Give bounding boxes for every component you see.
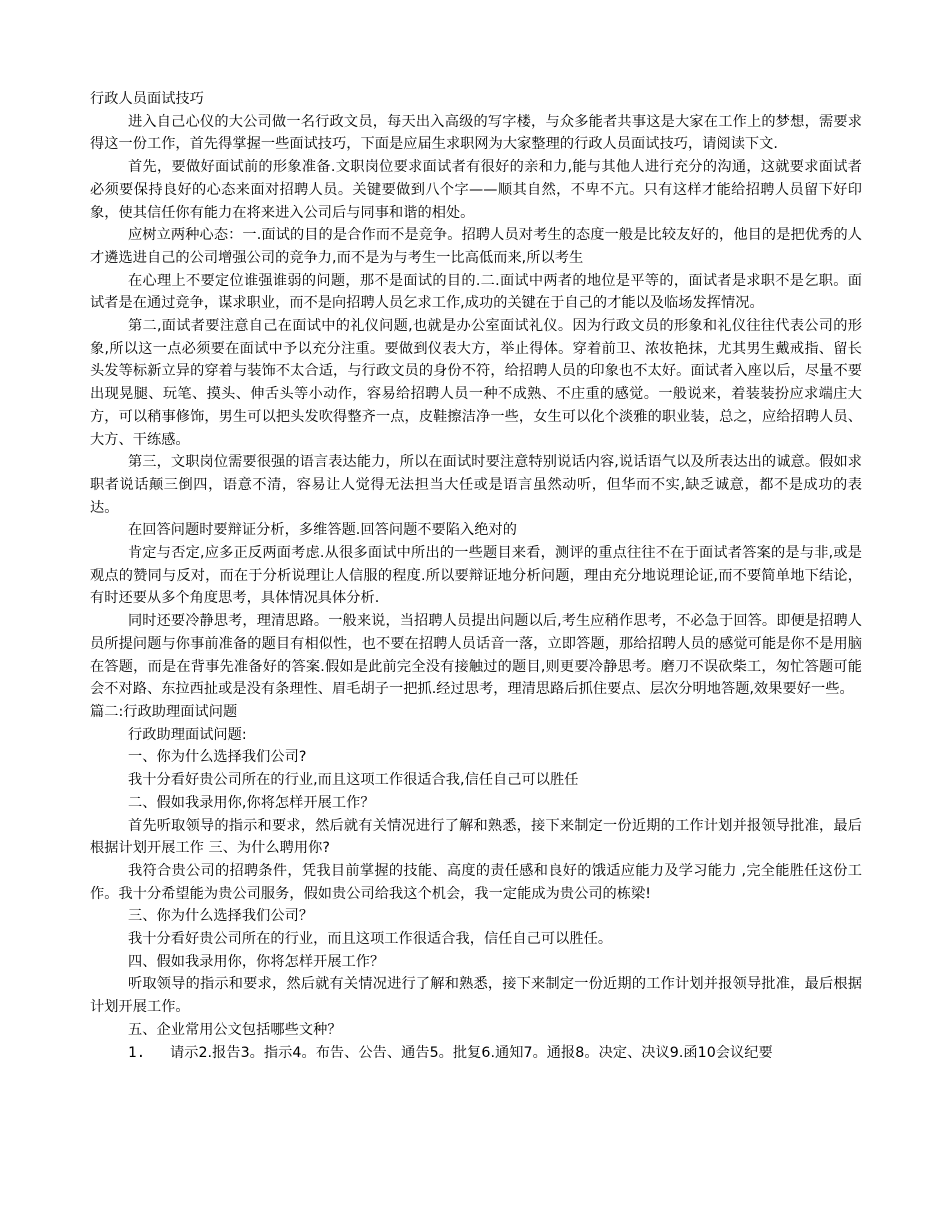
- question-heading: 二、假如我录用你,你将怎样开展工作？: [128, 794, 375, 811]
- paragraph: 同时还要冷静思考，理清思路。一般来说，当招聘人员提出问题以后,考生应稍作思考，不必急于回答。即便是招聘人员所提问题与你事前准备的题目有相似性，也不要在招聘人员话音一落，立即答题，那给招聘人员的感觉可能是你不是用脑在答题，而是在背事先准备好的答案.假如是此前完全没有接触过的题目,则更要冷静思考。磨刀不误砍柴工，匆忙答题可能会不对路、东拉西扯或是没有条理性、眉毛胡子一把抓.经过思考，理清思路后抓住要点、层次分明地答题,效果要好一些。: [90, 613, 862, 698]
- answer-paragraph: 听取领导的指示和要求，然后就有关情况进行了解和熟悉，接下来制定一份近期的工作计划并报领导批准，最后根据计划开展工作。: [90, 976, 862, 1016]
- paragraph: 第三，文职岗位需要很强的语言表达能力，所以在面试时要注意特别说话内容,说话语气以及所表达出的诚意。假如求职者说话颠三倒四，语意不清，容易让人觉得无法担当大任或是语言虽然动听，但华而不实,缺乏诚意，都不是成功的表达。: [90, 454, 862, 516]
- document-page: [90, 88, 862, 1064]
- paragraph: 在回答问题时要辩证分析，多维答题.回答问题不要陷入绝对的: [128, 522, 517, 539]
- numbered-list-item: [90, 1042, 862, 1065]
- section-heading: 篇二:行政助理面试问题: [90, 703, 238, 720]
- answer-paragraph: 首先听取领导的指示和要求，然后就有关情况进行了解和熟悉，接下来制定一份近期的工作计划并报领导批准，最后根据计划开展工作 三、为什么聘用你?: [90, 817, 862, 857]
- paragraph: 肯定与否定,应多正反两面考虑.从很多面试中所出的一些题目来看，测评的重点往往不在于面试者答案的是与非,或是观点的赞同与反对，而在于分析说理让人信服的程度.所以要辩证地分析问题，理由充分地说理论证,而不要简单地下结论，有时还要从多个角度思考，具体情况具体分析.: [90, 545, 862, 607]
- paragraph: 首先，要做好面试前的形象准备.文职岗位要求面试者有很好的亲和力,能与其他人进行充分的沟通，这就要求面试者必须要保持良好的心态来面对招聘人员。关键要做到八个字——顺其自然，不卑不亢。只有这样才能给招聘人员留下好印象，使其信任你有能力在将来进入公司后与同事和谐的相处。: [90, 159, 862, 221]
- list-item-text: 请示2.报告3。指示4。布告、公告、通告5。批复6.通知7。通报8。决定、决议9.函10会议纪要: [170, 1044, 773, 1061]
- question-heading: 一、你为什么选择我们公司?: [128, 749, 307, 766]
- answer-paragraph: 我符合贵公司的招聘条件，凭我目前掌握的技能、高度的责任感和良好的饿适应能力及学习能力 ,完全能胜任这份工作。我十分希望能为贵公司服务，假如贵公司给我这个机会，我一定能成为贵公司的栋梁!: [90, 862, 862, 902]
- paragraph: 应树立两种心态：一.面试的目的是合作而不是竞争。招聘人员对考生的态度一般是比较友好的，他目的是把优秀的人才遴选进自己的公司增强公司的竞争力,而不是为与考生一比高低而来,所以考生: [90, 227, 862, 266]
- paragraph: 进入自己心仪的大公司做一名行政文员，每天出入高级的写字楼，与众多能者共事这是大家在工作上的梦想，需要求得这一份工作，首先得掌握一些面试技巧，下面是应届生求职网为大家整理的行政人员面试技巧，请阅读下文.: [90, 113, 862, 153]
- question-heading: 五、企业常用公文包括哪些文种？: [128, 1021, 342, 1038]
- section-line: 行政助理面试问题:: [128, 726, 247, 743]
- answer-paragraph: 我十分看好贵公司所在的行业,而且这项工作很适合我,信任自己可以胜任: [128, 772, 579, 789]
- answer-paragraph: 我十分看好贵公司所在的行业，而且这项工作很适合我，信任自己可以胜任。: [128, 931, 613, 948]
- list-number: 1.: [128, 1044, 146, 1061]
- question-heading: 四、假如我录用你，你将怎样开展工作？: [128, 953, 385, 970]
- paragraph: 第二,面试者要注意自己在面试中的礼仪问题,也就是办公室面试礼仪。因为行政文员的形象和礼仪往往代表公司的形象,所以这一点必须要在面试中予以充分注重。要做到仪表大方，举止得体。穿着前卫、浓妆艳抹，尤其男生戴戒指、留长头发等标新立异的穿着与装饰不太合适，与行政文员的身份不符，给招聘人员的印象也不太好。面试者入座以后，尽量不要出现晃腿、玩笔、摸头、伸舌头等小动作，容易给招聘人员一种不成熟、不庄重的感觉。一般说来，着装装扮应求端庄大方，可以稍事修饰，男生可以把头发吹得整齐一点，皮鞋擦洁净一些，女生可以化个淡雅的职业装，总之，应给招聘人员、大方、干练感。: [90, 318, 862, 448]
- question-heading: 三、你为什么选择我们公司？: [128, 908, 314, 925]
- document-title: 行政人员面试技巧: [90, 91, 204, 107]
- paragraph: 在心理上不要定位谁强谁弱的问题，那不是面试的目的.二.面试中两者的地位是平等的，面试者是求职不是乞职。面试者是在通过竞争，谋求职业，而不是向招聘人员乞求工作,成功的关键在于自己的才能以及临场发挥情况。: [90, 272, 862, 312]
